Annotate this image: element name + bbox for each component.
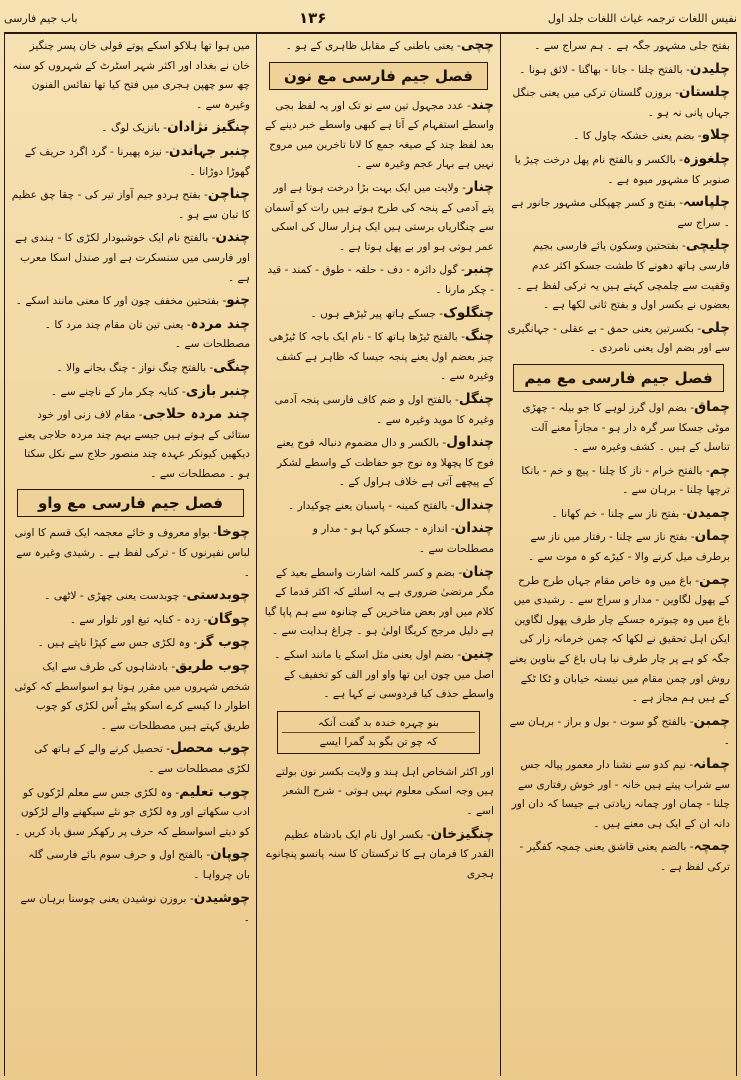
definition: - بکسر اول نام ایک بادشاہ عظیم القدر کا فرمان ہے کا ترکستان کا سنہ پانسو پنچانوے ہجری xyxy=(266,828,494,880)
dictionary-entry xyxy=(507,150,730,190)
dictionary-entry xyxy=(263,260,494,300)
definition: - بضم یعنی خشکہ چاول کا ۔ xyxy=(573,130,702,143)
definition: - چوبدست یعنی چھڑی - لاٹھی ۔ xyxy=(44,590,187,603)
headword: چند مردہ حلاجی xyxy=(142,406,250,423)
section-heading: فصل جیم فارسی مع نون xyxy=(269,62,488,90)
headword: چناچن xyxy=(207,186,250,203)
definition: - بالفتح ٹیڑھا ہاتھ کا - نام ایک باجہ کا ٹیڑھی چیز بعضم اول یعنے پنجہ جیسا کہ ظاہر ہے کشف وغیرہ سے ۔ xyxy=(268,331,494,383)
dictionary-entry xyxy=(11,382,250,403)
headword: چمیدن xyxy=(686,504,730,521)
definition: - بانزیک لوگ ۔ xyxy=(101,122,168,135)
definition: - باغ میں وہ خاص مقام جہاں طرح طرح کے پھول لگاوین - مدار و سراج سے ۔ رشیدی میں باغ میں وہ چبوترہ جسکے چار طرف پھول لگاوین ایکن اہل تحقیق نے لکھا کہ چمن خرمانہ زار کی جگہ کو ہے پر چار طرف نیا ہاں باغ کے بناوین یعنے روش اور چمن مقام میں نیستہ خیابان و ٹکا ٹکے کے ہیں ہم مجاز ہے ۔ xyxy=(509,574,730,705)
dictionary-entry xyxy=(507,712,730,752)
entry-list xyxy=(263,762,494,885)
headword: چوخا xyxy=(217,524,250,541)
dictionary-entry xyxy=(507,398,730,458)
definition: - بالفتح نام ایک خوشبودار لکڑی کا - ہندی ہے اور فارسی میں سنسکرت ہے اور صندل اسکا معرب ہے ۔ xyxy=(15,232,250,284)
definition: - بفتح ہردو جیم آواز تیر کی - چقا چق عظیم کا تبان سے ہو ۔ xyxy=(11,189,250,221)
dictionary-entry xyxy=(263,178,494,257)
verse-line: کہ چو تن بگو بد گمرا ایسے xyxy=(319,735,438,748)
definition: - بفتح ناز سے چلنا - خم کھانا ۔ xyxy=(551,507,687,520)
headword: چندال xyxy=(454,496,494,513)
headword: چنگ xyxy=(464,328,494,345)
definition: اور اکثر اشخاص اہل ہند و ولایت بکسر نون بولتے ہیں وجہ اسکی معلوم نہیں ہوتی - شرح الشعر اسے ۔ xyxy=(275,765,494,817)
dictionary-entry xyxy=(507,83,730,123)
dictionary-entry xyxy=(11,586,250,607)
headword: چوشیدن xyxy=(193,889,250,906)
headword: چنان xyxy=(462,563,494,580)
definition: - مقام لاف زنی اور خود ستائی کے ہوتے ہیں جیسے بہم چند مردہ حلاجی یعنے دیکھیں کیونکر عہدہ چند منصور حلاج سے نکل سکتا ہو ۔ مصطلحات سے ۔ xyxy=(17,409,250,480)
definition: - بالکسر و بالفتح نام پھل درخت چیڑ یا صنوبر کا مشہور میوہ ہے ۔ xyxy=(514,153,730,186)
definition: - بالفتح گو سوت - بول و براز - برہان سے ۔ xyxy=(509,715,730,748)
headword: چلستان xyxy=(678,84,730,101)
headword: چند xyxy=(470,96,494,113)
definition: - بفتح ناز سے چلنا - رفتار میں ناز سے برطرف میل کرنے والا - کیڑے کو ہ موت سے ۔ xyxy=(527,531,730,564)
definition: - بالفتح چلنا - جانا - بھاگنا - لائق ہونا ۔ xyxy=(519,63,690,76)
verse-box xyxy=(277,711,480,754)
headword: چنین xyxy=(461,646,494,663)
headword: چچی xyxy=(460,37,494,53)
headword: چنگل xyxy=(458,390,494,407)
definition: - زدہ - کنایہ تیغ اور تلوار سے ۔ xyxy=(69,613,208,626)
headword: چمن xyxy=(699,571,730,588)
definition: - بالفتح کمینہ - پاسبان یعنے چوکیدار ۔ xyxy=(288,499,455,512)
dictionary-entry xyxy=(507,193,730,233)
column-middle xyxy=(256,34,500,1076)
definition: - بفتحتین وسکون یائے فارسی بجیم فارسی ہاتھ دھونے کا طشت جسکو اکثر عدم وقفیت سے چلمچی کہتے ہیں یہ ترکی لفظ ہے ۔ بعضوں نے بکسر اول و بفتح ثانی لکھا ہے ۔ xyxy=(516,240,730,312)
entry-list xyxy=(11,36,250,484)
headword: چنگی xyxy=(213,358,250,375)
definition: - کنایہ چکر مار کے ناچنے سے ۔ xyxy=(50,385,186,398)
dictionary-entry xyxy=(507,126,730,147)
definition: - بضم و کسر کلمہ اشارت واسطے بعید کے مگر مرتضیٰ ضروری ہے یہ اسلئے کہ اکثر قدما کے کلام میں اور بعض متاخرین کے چنانوہ سے ہم پاپا گیا ہے دلیل مرجح کریگا اولیٰ ہو ۔ چراغ ہدایت سے ۔ xyxy=(264,566,494,638)
dictionary-entry xyxy=(263,563,494,642)
dictionary-entry xyxy=(11,142,250,182)
column-left xyxy=(4,34,256,1076)
headword: چماق xyxy=(694,398,730,415)
headword: چوب تعلیم xyxy=(179,783,250,800)
page-header xyxy=(4,4,737,34)
dictionary-entry xyxy=(507,236,730,315)
column-right xyxy=(500,34,737,1076)
headword: چنبر جہاندن xyxy=(169,142,250,159)
definition: - اندازہ - جسکو کہا ہو - مدار و مصطلحات سے ۔ xyxy=(312,523,494,556)
headword: چنگیزخان xyxy=(430,825,494,842)
dictionary-entry xyxy=(507,755,730,834)
definition: - بضم اول گرز لوہے کا جو بیلہ - چھڑی موٹی جسکا سر گرہ دار ہو - مجازاً معنے آلت تناسل کے ہیں ۔ کشف وغیرہ سے ۔ xyxy=(522,401,730,454)
definition: - بواو معروف و خائے معجمہ ایک قسم کا اونی لباس نفیرنوں کا - ترکی لفظ ہے ۔ رشیدی وغیرہ سے ۔ xyxy=(14,527,250,579)
definition: بفتح جلی مشہور جگہ ہے ۔ ہم سراج سے ۔ xyxy=(534,40,730,52)
dictionary-entry xyxy=(507,527,730,567)
dictionary-entry xyxy=(263,496,494,517)
header-book-title: نفیس اللغات ترجمہ غیاث اللغات جلد اول xyxy=(547,11,737,25)
definition: - گول دائرہ - دف - حلقہ - طوق - کمند - قید - چکر مارنا ۔ xyxy=(267,264,494,296)
definition: - جسکے ہاتھ پیر ٹیڑھے ہوں ۔ xyxy=(310,307,444,320)
dictionary-entry xyxy=(263,825,494,885)
dictionary-entry xyxy=(11,739,250,779)
headword: چنداول xyxy=(446,434,494,451)
dictionary-entry xyxy=(11,228,250,288)
headword: چمان xyxy=(694,528,730,545)
headword: چنو xyxy=(226,292,250,309)
definition: - یعنی تین تان مقام چند مرد کا ۔ مصطلحات سے ۔ xyxy=(44,318,250,351)
dictionary-entry xyxy=(11,657,250,736)
definition: - نیم کدو سے نشنا دار معمور پیالہ جس سے شراب پیتے ہیں خانہ - اور خوش رفتاری سے چلنا - چمان اور چمانہ زیادتی ہے جیسا کہ دان اور دانہ ان کے ایک ہی معنے ہیں ۔ xyxy=(511,759,730,830)
headword: چم xyxy=(709,461,730,478)
dictionary-entry xyxy=(263,327,494,387)
headword: چوپان xyxy=(210,846,250,863)
headword: چنگیز نژادان xyxy=(167,119,250,136)
definition: - بادشاہوں کی طرف سے ایک شخص شہروں میں مقرر ہوتا ہو اسواسطے کہ کوئی اطوار دا کیسے کرے اسکو پیٹے اُس لکڑی کو چوب طریق کہتے ہیں مصطلحات سے ۔ xyxy=(14,661,250,732)
dictionary-entry xyxy=(11,36,250,115)
dictionary-entry xyxy=(263,304,494,325)
definition: - بروزن نوشیدن یعنی چوسنا برہان سے ۔ xyxy=(20,892,250,925)
definition: - وہ لکڑی جس سے کپڑا ناپتے ہیں ۔ xyxy=(37,637,198,650)
definition: - بالکسر و دال مضموم دنبالہ فوج یعنے فوج کا پچھلا وہ نوج جو حفاظت کے واسطے لشکر کے پیچھے آتی ہے خلاف ہراول کے ۔ xyxy=(276,437,494,489)
dictionary-entry xyxy=(263,96,494,175)
dictionary-entry xyxy=(507,571,730,709)
definition: - ولایت میں ایک بہت بڑا درخت ہوتا ہے اور پتے آدمی کے پنجہ کی طرح ہوتے ہیں رات کو آسمان سے چنگاریاں برستی ہیں ایک ہزار سال کی اسکی عمر ہوتی ہو اور بے پھل ہوتا ہے ۔ xyxy=(264,181,494,253)
dictionary-entry xyxy=(263,433,494,493)
headword: چنبر بازی xyxy=(185,382,250,399)
section-heading: فصل جیم فارسی مع واو xyxy=(17,489,244,517)
dictionary-entry xyxy=(263,36,494,57)
dictionary-entry xyxy=(507,837,730,877)
definition: - وہ لکڑی جس سے معلم لڑکوں کو ادب سکھاتے اور وہ لکڑی جو نئے سیکھنے والے لڑکوں کو دیتے اسواسطے کہ حرف پر رکھکر سبق یاد کریں ۔ xyxy=(14,786,250,838)
headword: چلی xyxy=(701,319,730,336)
headword: چندان xyxy=(454,520,494,537)
dictionary-entry xyxy=(507,319,730,359)
header-section-title: باب جیم فارسی xyxy=(4,11,78,25)
headword: چنبر xyxy=(464,261,494,278)
page-number: ۱۳۶ xyxy=(298,9,327,27)
headword: چندن xyxy=(215,229,250,246)
headword: چند مردہ xyxy=(190,315,250,332)
dictionary-entry xyxy=(11,889,250,929)
headword: چنگلوک xyxy=(443,304,494,321)
headword: چلپاسہ xyxy=(682,194,730,211)
definition: - یعنی باطنی کے مقابل ظاہری کے ہو ۔ xyxy=(285,40,461,52)
headword: چلیدن xyxy=(689,60,730,77)
headword: چوب طریق xyxy=(175,658,250,675)
dictionary-entry xyxy=(11,291,250,312)
definition: - بالفتح اول و ضم کاف فارسی پنجہ آدمی وغیرہ کا موید وغیرہ سے ۔ xyxy=(274,393,494,426)
headword: چوب گز xyxy=(197,634,250,651)
dictionary-entry xyxy=(11,523,250,583)
definition: - بالضم یعنی قاشق یعنی چمچہ کفگیر - ترکی لفظ ہے ۔ xyxy=(519,841,730,873)
verse-line: بنو چہرہ خندہ بد گفت آنکہ xyxy=(282,714,475,733)
definition: - بفتحتین مخفف چون اور کا معنی مانند اسکے ۔ xyxy=(15,295,227,308)
entry-list xyxy=(11,523,250,928)
headword: چوگان xyxy=(207,610,250,627)
dictionary-entry xyxy=(263,762,494,822)
dictionary-entry xyxy=(263,519,494,559)
headword: چوب محصل xyxy=(170,740,250,757)
definition: - بفتح و کسر چھپکلی مشہور جانور ہے ۔ سراج سے xyxy=(511,197,730,229)
headword: چمبن xyxy=(693,712,730,729)
definition: - بکسرتین یعنی حمق - بے عقلی - جہانگیری سے اور بضم اول یعنی نامردی ۔ xyxy=(507,322,730,355)
dictionary-entry xyxy=(11,118,250,139)
definition: میں ہوا تھا ہلاکو اسکے پوتے قولی خان پسر چنگیز خان نے بغداد اور اکثر شہر اسٹرٹ کے شہروں کو سنہ چھ سو چھپن ہجری میں فتح کیا تھا نفائس الفنون وغیرہ سے ۔ xyxy=(12,40,250,111)
headword: چلاو xyxy=(701,127,730,144)
headword: چلیچی xyxy=(685,237,730,254)
dictionary-entry xyxy=(11,845,250,885)
headword: چنار xyxy=(465,178,494,195)
dictionary-entry xyxy=(11,783,250,843)
definition: - تحصیل کرنے والے کے ہاتھ کی لکڑی مصطلحات سے ۔ xyxy=(34,743,250,775)
dictionary-entry xyxy=(11,633,250,654)
definition: - بالفتح خرام - ناز کا چلنا - پیچ و خم - بانکا ترچھا چلنا - برہان سے ۔ xyxy=(521,464,730,497)
dictionary-entry xyxy=(507,461,730,501)
headword: چمچہ xyxy=(693,838,730,855)
dictionary-entry xyxy=(11,405,250,484)
dictionary-entry xyxy=(507,60,730,81)
dictionary-entry xyxy=(11,358,250,379)
definition: - بروزن گلستان ترکی میں یعنی جنگل جہاں پانی نہ ہو ۔ xyxy=(512,87,730,119)
entry-list xyxy=(263,96,494,705)
definition: - عدد مجہول تین سے نو تک اور یہ لفظ بجی واسطے استفہام کے آتا ہے کبھی واسطے خبر دینے کے بعد لفظ چند کے صیغہ جمع کا لانا تاخرین میں مروج نہیں ہے بہار عجم وغیرہ سے ۔ xyxy=(265,99,494,171)
definition: - بالفتح چنگ نواز - چنگ بجانے والا ۔ xyxy=(56,361,214,374)
entry-list xyxy=(507,398,730,878)
dictionary-entry xyxy=(263,645,494,705)
dictionary-entry xyxy=(11,185,250,225)
headword: چمانہ xyxy=(693,756,730,772)
headword: چوبدستی xyxy=(186,587,250,604)
dictionary-entry xyxy=(507,36,730,57)
section-heading: فصل جیم فارسی مع میم xyxy=(513,364,724,392)
headword: چلغوزہ xyxy=(682,150,730,167)
dictionary-entry xyxy=(263,390,494,430)
definition: - نیزہ پھیرنا - گرد اگرد حریف کے گھوڑا دوڑانا ۔ xyxy=(24,145,250,178)
dictionary-entry xyxy=(11,610,250,631)
entry-list xyxy=(507,36,730,359)
definition: - بالفتح اول و حرف سوم بائے فارسی گلہ بان چرواہا ۔ xyxy=(28,849,250,881)
definition: - بضم اول یعنی مثل اسکے یا مانند اسکے ۔ اصل میں چون این تھا واو اور الف کو تخفیف کے واسطے حذف کیا فردوسی نے کہا ہے ۔ xyxy=(274,649,494,701)
dictionary-entry xyxy=(11,315,250,355)
dictionary-entry xyxy=(507,504,730,525)
